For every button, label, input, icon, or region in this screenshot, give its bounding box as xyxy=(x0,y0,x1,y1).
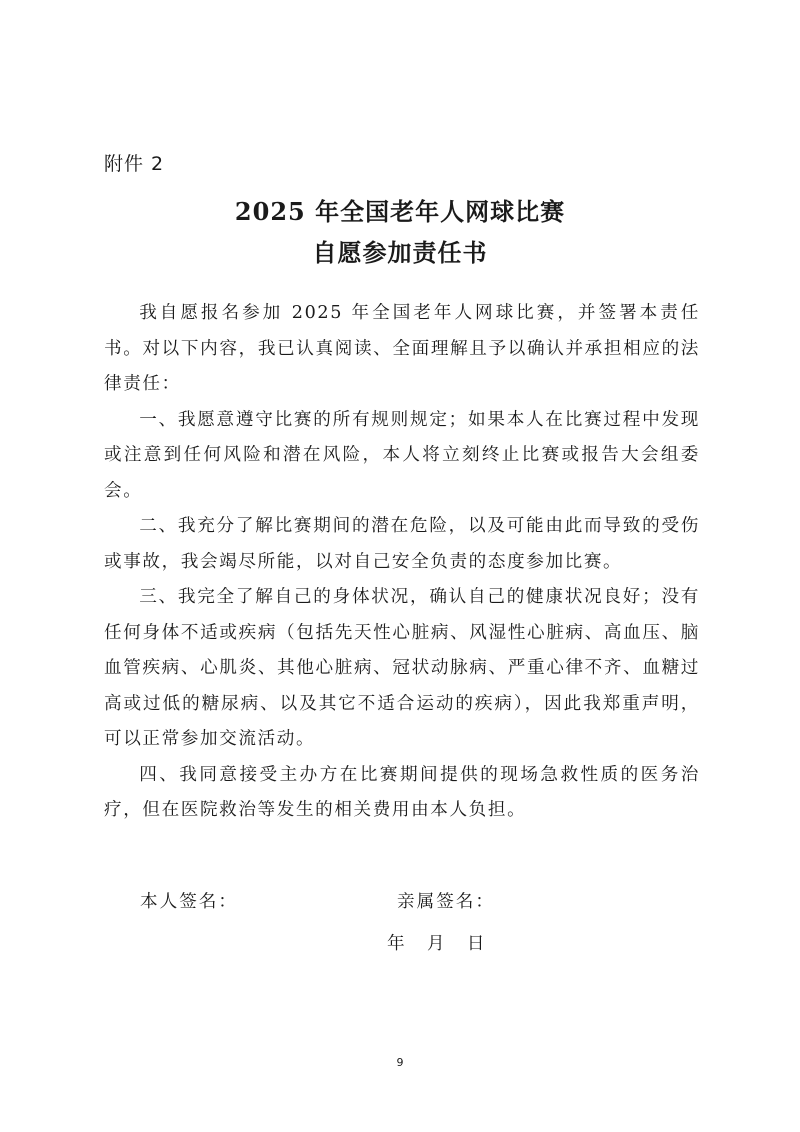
date-line: 年 月 日 xyxy=(387,934,485,954)
paragraph-clause-2: 二、我充分了解比赛期间的潜在危险，以及可能由此而导致的受伤或事故，我会竭尽所能，以对自己安全负责的态度参加比赛。 xyxy=(104,516,700,572)
family-signature-label: 亲属签名： xyxy=(397,892,495,912)
document-title: 2025 年全国老年人网球比赛 xyxy=(234,197,566,226)
self-signature-label: 本人签名： xyxy=(140,892,238,912)
page-number: 9 xyxy=(396,1056,404,1069)
attachment-label: 附件 2 xyxy=(104,153,165,175)
paragraph-intro: 我自愿报名参加 2025 年全国老年人网球比赛，并签署本责任书。对以下内容，我已认真阅读、全面理解且予以确认并承担相应的法律责任： xyxy=(104,303,700,394)
paragraph-clause-3: 三、我完全了解自己的身体状况，确认自己的健康状况良好；没有任何身体不适或疾病（包括先天性心脏病、风湿性心脏病、高血压、脑血管疾病、心肌炎、其他心脏病、冠状动脉病、严重心律不齐、血糖过高或过低的糖尿病、以及其它不适合运动的疾病），因此我郑重声明，可以正常参加交流活动。 xyxy=(104,587,700,749)
paragraph-clause-1: 一、我愿意遵守比赛的所有规则规定；如果本人在比赛过程中发现或注意到任何风险和潜在风险，本人将立刻终止比赛或报告大会组委会。 xyxy=(104,409,700,501)
document-subtitle: 自愿参加责任书 xyxy=(312,238,488,267)
paragraph-clause-4: 四、我同意接受主办方在比赛期间提供的现场急救性质的医务治疗，但在医院救治等发生的相关费用由本人负担。 xyxy=(104,764,700,820)
document-body xyxy=(104,296,700,829)
